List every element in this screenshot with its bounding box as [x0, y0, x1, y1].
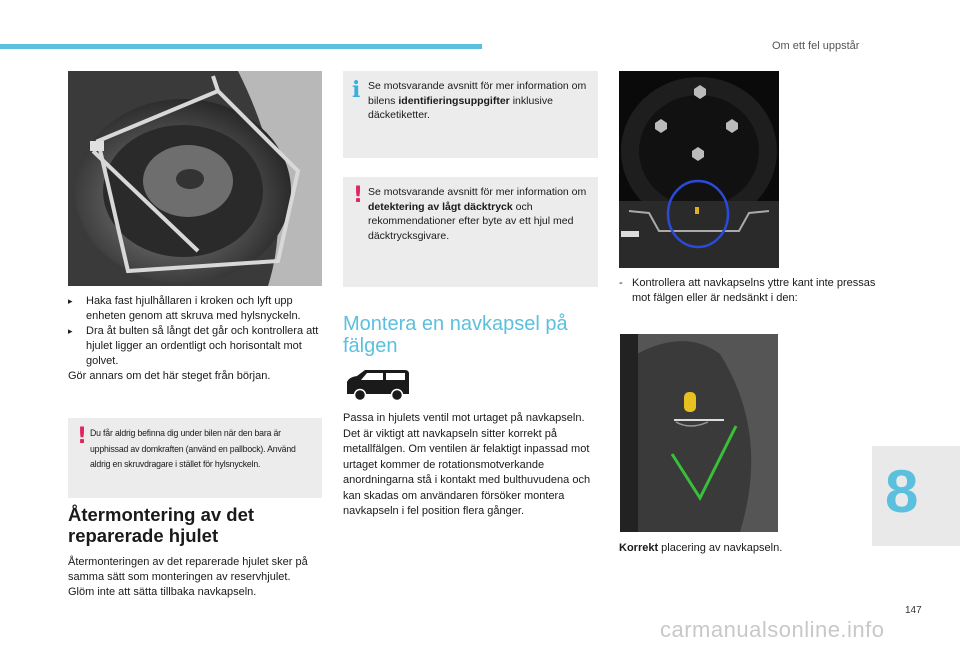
refit-paragraph: Återmonteringen av det reparerade hjulet sker på samma sätt som monteringen av reservhjulet. Glöm inte att sätta tillbaka navkapseln. — [68, 556, 308, 598]
section-title: Om ett fel uppstår — [772, 40, 860, 52]
spare-wheel-photo — [68, 71, 322, 286]
bullet-marker-icon: ▸ — [68, 326, 73, 336]
instruction-bullet-2: ▸ Dra åt bulten så långt det går och kontrollera att hjulet ligger an ordentligt och horisontalt mot golvet. — [68, 325, 319, 367]
warning-box-jack — [68, 418, 322, 498]
col1-instructions — [68, 294, 326, 384]
warning-text: Du får aldrig befinna dig under bilen när den bara är upphissad av domkraften (använd en pallbock). Använd aldrig en skruvdragare i stället för hylsnyckeln. — [90, 428, 296, 470]
warning-box-tyre-pressure — [343, 177, 598, 287]
exclamation-icon: ! — [77, 424, 88, 449]
info-text: Se motsvarande avsnitt för mer information om bilens identifieringsuppgifter inklusive däcketiketter. — [368, 80, 587, 121]
watermark: carmanualsonline.info — [660, 617, 885, 642]
instruction-bullet-1: ▸ Haka fast hjulhållaren i kroken och lyft upp enheten genom att skruva med hylsnyckeln. — [68, 295, 301, 322]
heading-refit-wheel: Återmontering av det reparerade hjulet — [68, 504, 255, 546]
info-icon: i — [352, 77, 361, 103]
heading-fit-hubcap: Montera en navkapsel på fälgen — [343, 313, 568, 357]
retry-note: Gör annars om det här steget från början. — [68, 370, 271, 382]
chapter-number: 8 — [885, 458, 919, 525]
exclamation-icon: ! — [353, 183, 364, 208]
warning-text: Se motsvarande avsnitt för mer information om detektering av lågt däcktryck och rekommendationer efter byte av ett hjul med däcktrycksgivare. — [368, 186, 587, 242]
check-instruction: - Kontrollera att navkapselns yttre kant inte pressas mot fälgen eller är nedsänkt i den: — [619, 277, 876, 304]
top-accent-bar — [0, 44, 482, 49]
info-box-identification — [343, 71, 598, 158]
page-number: 147 — [905, 605, 922, 616]
hubcap-correct-photo — [620, 334, 778, 532]
bullet-marker-icon: ▸ — [68, 296, 73, 306]
hubcap-valve-photo — [619, 71, 779, 268]
hubcap-paragraph: Passa in hjulets ventil mot urtaget på navkapseln. Det är viktigt att navkapseln sitter korrekt på metallfälgen. Om ventilen är felaktigt inpassad mot urtaget kommer de rotationsmotverkande anordningarna stå i kontakt med bulthuvudena och kan skadas om användaren försöker montera navkapseln i fel position flera gånger. — [343, 412, 591, 517]
van-icon — [343, 368, 413, 402]
correct-placement-caption: Korrekt placering av navkapseln. — [619, 542, 783, 554]
